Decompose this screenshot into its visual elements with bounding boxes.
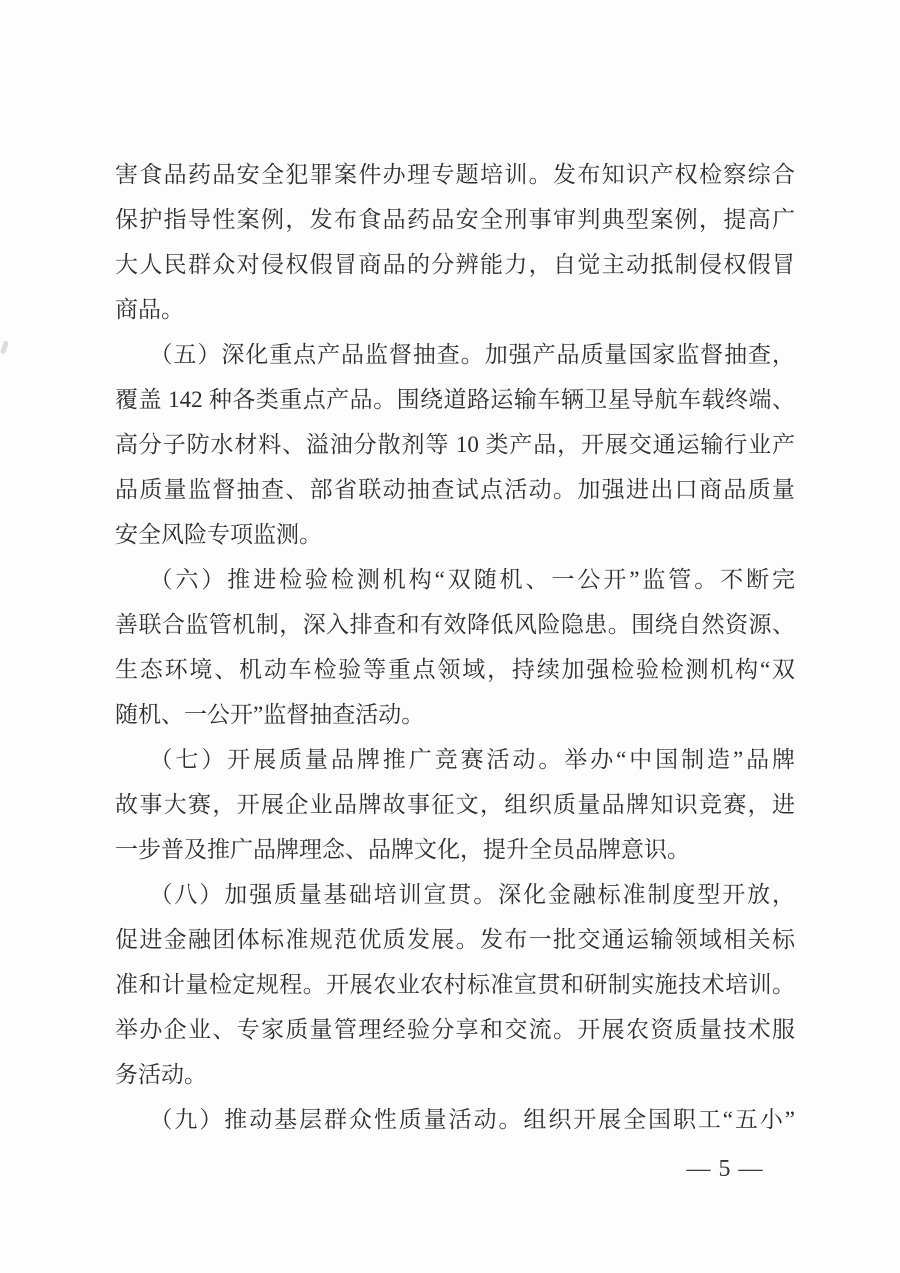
text-line: 生态环境、机动车检验等重点领域，持续加强检验检测机构“双 xyxy=(115,657,795,682)
text-line: 故事大赛，开展企业品牌故事征文，组织质量品牌知识竞赛，进 xyxy=(115,792,795,817)
text-line: （七）开展质量品牌推广竞赛活动。举办“中国制造”品牌 xyxy=(149,747,795,772)
scan-artifact xyxy=(0,341,9,355)
text-line: 覆盖 142 种各类重点产品。围绕道路运输车辆卫星导航车载终端、 xyxy=(115,387,795,412)
page-number: — 5 — xyxy=(686,1156,764,1182)
text-line: 大人民群众对侵权假冒商品的分辨能力，自觉主动抵制侵权假冒 xyxy=(115,252,795,277)
text-line: 举办企业、专家质量管理经验分享和交流。开展农资质量技术服 xyxy=(115,1017,795,1042)
text-line: （九）推动基层群众性质量活动。组织开展全国职工“五小” xyxy=(149,1107,795,1132)
text-line: 高分子防水材料、溢油分散剂等 10 类产品，开展交通运输行业产 xyxy=(115,432,795,457)
text-line: 随机、一公开”监督抽查活动。 xyxy=(115,702,425,727)
text-line: 务活动。 xyxy=(115,1062,207,1087)
text-line: 准和计量检定规程。开展农业农村标准宣贯和研制实施技术培训。 xyxy=(115,972,795,997)
text-line: 善联合监管机制，深入排查和有效降低风险隐患。围绕自然资源、 xyxy=(115,612,795,637)
text-line: 商品。 xyxy=(115,297,184,322)
text-line: 品质量监督抽查、部省联动抽查试点活动。加强进出口商品质量 xyxy=(115,477,795,502)
text-line: 害食品药品安全犯罪案件办理专题培训。发布知识产权检察综合 xyxy=(115,162,795,187)
text-line: （六）推进检验检测机构“双随机、一公开”监管。不断完 xyxy=(149,567,795,592)
text-line: 安全风险专项监测。 xyxy=(115,522,322,547)
text-line: 一步普及推广品牌理念、品牌文化，提升全员品牌意识。 xyxy=(115,837,690,862)
text-line: （五）深化重点产品监督抽查。加强产品质量国家监督抽查， xyxy=(149,342,795,367)
document-page xyxy=(115,152,795,1142)
text-line: （八）加强质量基础培训宣贯。深化金融标准制度型开放， xyxy=(149,882,795,907)
text-line: 促进金融团体标准规范优质发展。发布一批交通运输领域相关标 xyxy=(115,927,795,952)
text-line: 保护指导性案例，发布食品药品安全刑事审判典型案例，提高广 xyxy=(115,207,795,232)
